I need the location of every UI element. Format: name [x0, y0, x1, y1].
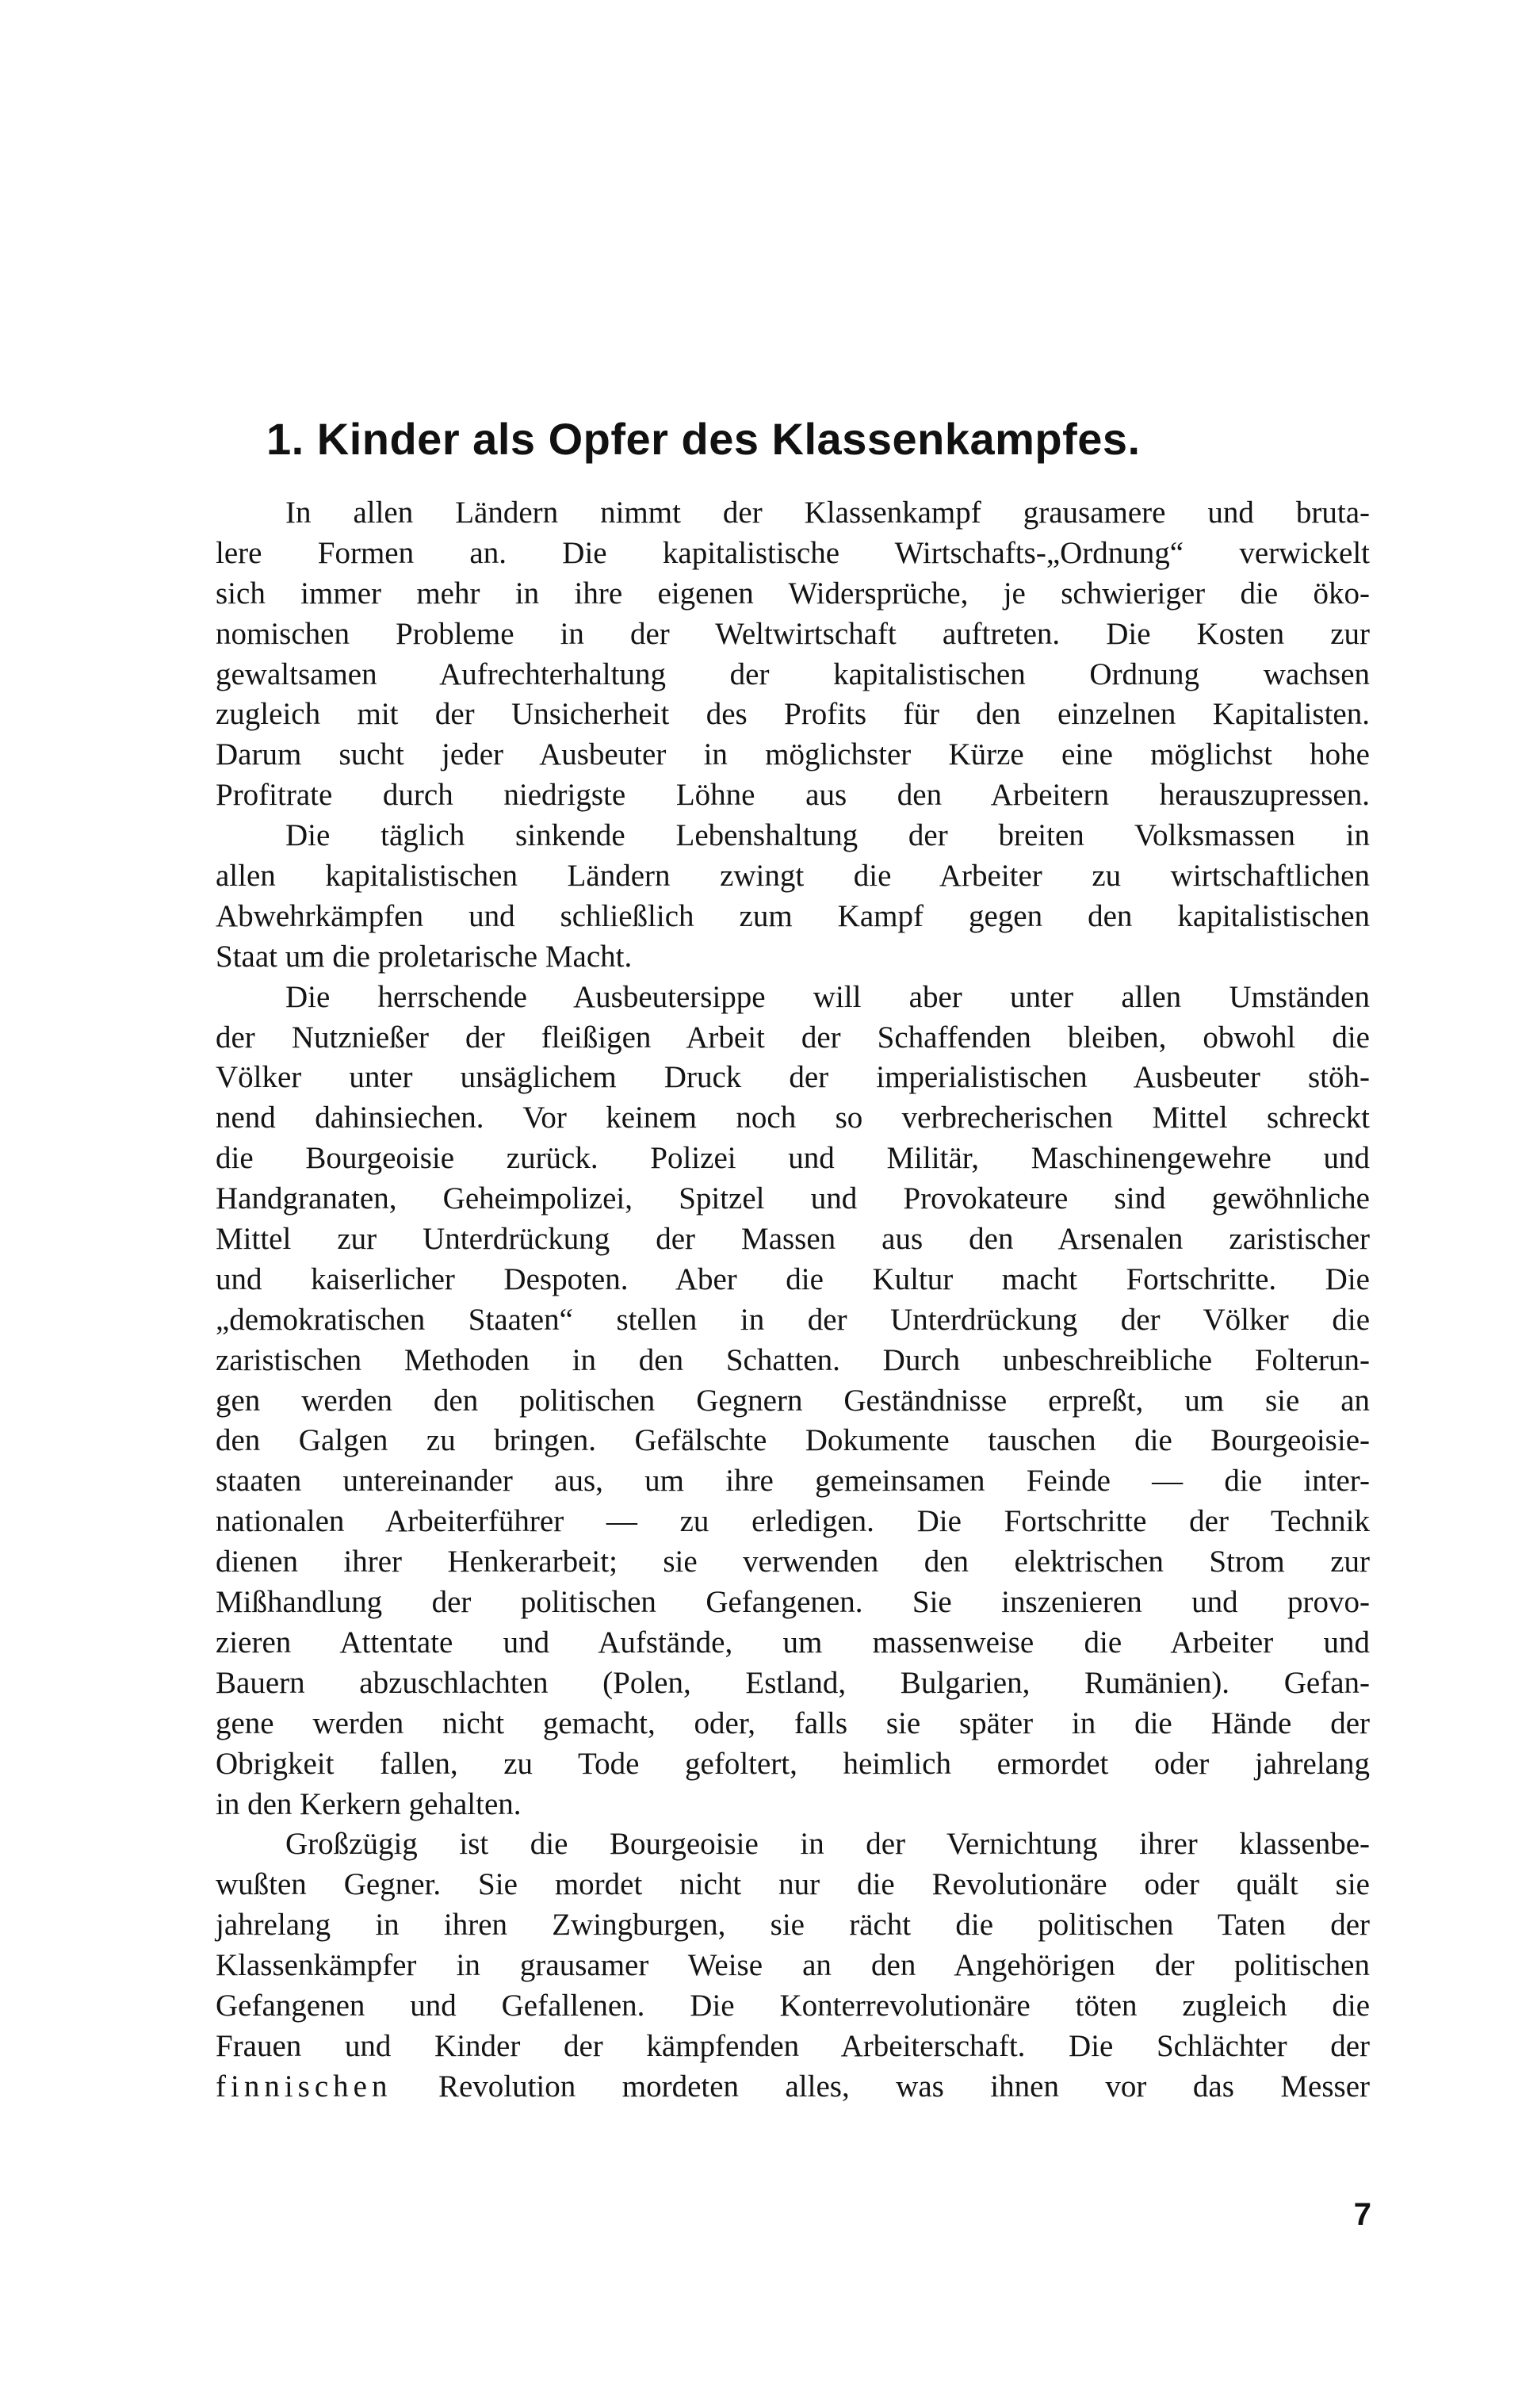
text-line: nationalen Arbeiterführer — zu erledigen. Die Fortschritte der Technik	[216, 1504, 1370, 1539]
text-line: Mittel zur Unterdrückung der Massen aus den Arsenalen zaristischer	[216, 1222, 1370, 1257]
text-line: zieren Attentate und Aufstände, um massenweise die Arbeiter und	[216, 1625, 1370, 1660]
text-line: gene werden nicht gemacht, oder, falls sie später in die Hände der	[216, 1706, 1370, 1740]
text-line: lere Formen an. Die kapitalistische Wirtschafts-„Ordnung“ verwickelt	[216, 535, 1370, 570]
text-line: zaristischen Methoden in den Schatten. Durch unbeschreibliche Folterun-	[216, 1342, 1370, 1377]
text-line: Gefangenen und Gefallenen. Die Konterrevolutionäre töten zugleich die	[216, 1988, 1370, 2023]
text-line: in den Kerkern gehalten.	[216, 1786, 522, 1821]
text-line: nomischen Probleme in der Weltwirtschaft auftreten. Die Kosten zur	[216, 616, 1370, 651]
text-line: Handgranaten, Geheimpolizei, Spitzel und Provokateure sind gewöhnliche	[216, 1181, 1370, 1216]
text-line: Abwehrkämpfen und schließlich zum Kampf gegen den kapitalistischen	[216, 898, 1370, 933]
text-line: wußten Gegner. Sie mordet nicht nur die Revolutionäre oder quält sie	[216, 1867, 1370, 1902]
text-line: staaten untereinander aus, um ihre gemeinsamen Feinde — die inter-	[216, 1464, 1370, 1499]
text-line: der Nutznießer der fleißigen Arbeit der Schaffenden bleiben, obwohl die	[216, 1020, 1370, 1055]
text-line: die Bourgeoisie zurück. Polizei und Militär, Maschinengewehre und	[216, 1141, 1370, 1176]
text-line: Großzügig ist die Bourgeoisie in der Vernichtung ihrer klassenbe-	[285, 1827, 1370, 1862]
body-text	[216, 493, 1370, 2107]
page-number: 7	[1353, 2197, 1371, 2232]
text-line: Obrigkeit fallen, zu Tode gefoltert, heimlich ermordet oder jahrelang	[216, 1746, 1370, 1781]
text-line: gen werden den politischen Gegnern Geständnisse erpreßt, um sie an	[216, 1383, 1370, 1418]
text-line: jahrelang in ihren Zwingburgen, sie rächt die politischen Taten der	[216, 1908, 1370, 1943]
text-line: Profitrate durch niedrigste Löhne aus den Arbeitern herauszupressen.	[216, 778, 1370, 813]
text-line: Darum sucht jeder Ausbeuter in möglichster Kürze eine möglichst hohe	[216, 737, 1370, 772]
text-line: Mißhandlung der politischen Gefangenen. Sie inszenieren und provo-	[216, 1585, 1370, 1620]
text-line: Die herrschende Ausbeutersippe will aber unter allen Umständen	[285, 979, 1370, 1014]
text-line: dienen ihrer Henkerarbeit; sie verwenden den elektrischen Strom zur	[216, 1545, 1370, 1579]
text-line: gewaltsamen Aufrechterhaltung der kapitalistischen Ordnung wachsen	[216, 657, 1370, 691]
text-line: Klassenkämpfer in grausamer Weise an den Angehörigen der politischen	[216, 1948, 1370, 1983]
text-line: In allen Ländern nimmt der Klassenkampf grausamere und bruta-	[285, 496, 1370, 530]
text-line: zugleich mit der Unsicherheit des Profits für den einzelnen Kapitalisten.	[216, 697, 1370, 732]
text-line: Staat um die proletarische Macht.	[216, 939, 633, 974]
text-line: allen kapitalistischen Ländern zwingt die Arbeiter zu wirtschaftlichen	[216, 859, 1370, 894]
text-line: Frauen und Kinder der kämpfenden Arbeiterschaft. Die Schlächter der	[216, 2028, 1370, 2063]
text-line: sich immer mehr in ihre eigenen Widersprüche, je schwieriger die öko-	[216, 576, 1370, 611]
chapter-heading: 1. Kinder als Opfer des Klassenkampfes.	[266, 414, 1141, 464]
text-line: den Galgen zu bringen. Gefälschte Dokumente tauschen die Bourgeoisie-	[216, 1423, 1370, 1458]
spaced-word: finnischen	[216, 2069, 392, 2104]
text-line: und kaiserlicher Despoten. Aber die Kultur macht Fortschritte. Die	[216, 1261, 1370, 1296]
text-line-final	[216, 2067, 1370, 2107]
text-line: Bauern abzuschlachten (Polen, Estland, Bulgarien, Rumänien). Gefan-	[216, 1665, 1370, 1700]
text-line: nend dahinsiechen. Vor keinem noch so verbrecherischen Mittel schreckt	[216, 1101, 1370, 1135]
text-line-rest: Revolution mordeten alles, was ihnen vor das Messer	[392, 2069, 1370, 2104]
text-line: Völker unter unsäglichem Druck der imperialistischen Ausbeuter stöh-	[216, 1060, 1370, 1095]
text-line: „demokratischen Staaten“ stellen in der Unterdrückung der Völker die	[216, 1302, 1370, 1337]
text-line: Die täglich sinkende Lebenshaltung der breiten Volksmassen in	[285, 818, 1370, 853]
